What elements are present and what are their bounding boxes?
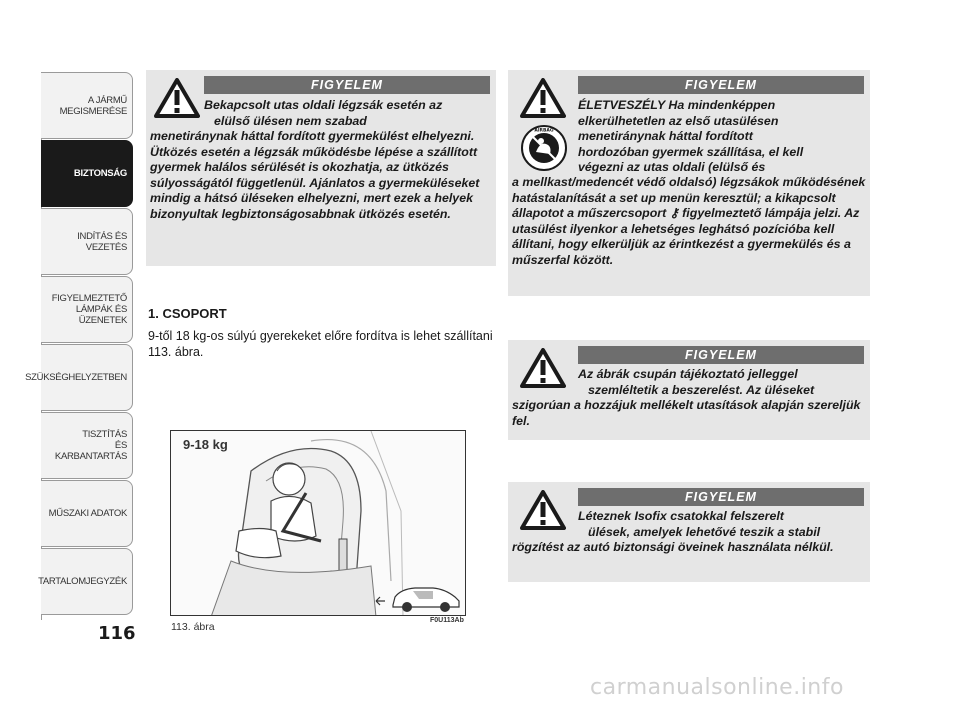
tab-emergency[interactable]: SZÜKSÉGHELYZETBEN bbox=[41, 344, 133, 411]
warning-text-body: menetiránynak háttal fordított gyermekülést elhelyezni. Ütközés esetén a légzsák működésbe lépése a szállított gyermek halálos sérülését is okozhatja, az ütközés súlyosságától függetlenül. Ajánlatos a gyermeküléseket mindig a hátsó üléseken elhelyezni, mert ezek a helyek bizonyultak legbiztonságosabbnak ütközés esetén. bbox=[150, 129, 480, 221]
warning-heading: FIGYELEM bbox=[578, 488, 864, 506]
warning-box-isofix bbox=[508, 482, 870, 582]
warning-triangle-icon bbox=[520, 490, 566, 530]
warning-heading: FIGYELEM bbox=[578, 346, 864, 364]
warning-box-airbag-front bbox=[146, 70, 496, 266]
figure-code: F0U113Ab bbox=[430, 617, 464, 624]
warning-box-life-danger bbox=[508, 70, 870, 296]
warning-triangle-icon bbox=[520, 78, 566, 118]
warning-heading: FIGYELEM bbox=[578, 76, 864, 94]
figure-child-seat bbox=[170, 430, 466, 616]
section-title: 1. CSOPORT bbox=[148, 306, 227, 321]
page-number: 116 bbox=[98, 623, 136, 644]
airbag-badge-text: AIRBAG bbox=[534, 128, 554, 134]
tab-index[interactable]: TARTALOMJEGYZÉK bbox=[41, 548, 133, 615]
airbag-child-seat-prohibited-icon bbox=[520, 124, 568, 172]
warning-box-illustrations bbox=[508, 340, 870, 440]
watermark: carmanualsonline.info bbox=[590, 675, 844, 700]
figure-weight-label: 9-18 kg bbox=[183, 437, 228, 452]
section-body: 9-től 18 kg-os súlyú gyerekeket előre fordítva is lehet szállítani 113. ábra. bbox=[148, 329, 493, 359]
tab-starting-driving[interactable]: INDÍTÁS ÉS VEZETÉS bbox=[41, 208, 133, 275]
tab-safety[interactable]: BIZTONSÁG bbox=[41, 140, 133, 207]
tab-vehicle-overview[interactable]: A JÁRMŰ MEGISMERÉSE bbox=[41, 72, 133, 139]
child-seat-illustration bbox=[171, 431, 466, 616]
tab-technical-data[interactable]: MŰSZAKI ADATOK bbox=[41, 480, 133, 547]
warning-text-body: a mellkast/medencét védő oldalsó) légzsákok működésének hatástalanítását a set up menün keresztül; a kikapcsolt állapotot a műszercsoport ⚷ figyelmeztető lámpája jelzi. Az utasülést ilyenkor a lehetséges leghátsó pozícióba kell állítani, hogy elkerüljük az érintkezést a gyermekülés és a műszerfal között. bbox=[512, 175, 866, 267]
warning-text-first: ÉLETVESZÉLY Ha mindenképpen elkerülhetetlen az első utasülésen menetiránynak háttal fordított hordozóban gyermek szállítása, el kell végezni az utas oldali (elülső és bbox=[578, 98, 804, 174]
warning-triangle-icon bbox=[520, 348, 566, 388]
warning-text-body: szigorúan a hozzájuk mellékelt utasítások alapján szereljük fel. bbox=[512, 398, 861, 428]
warning-triangle-icon bbox=[154, 78, 200, 118]
warning-text-first: Léteznek Isofix csatokkal felszerelt ülések, amelyek lehetővé teszik a stabil bbox=[578, 509, 821, 539]
warning-text-body: rögzítést az autó biztonsági öveinek használata nélkül. bbox=[512, 540, 834, 554]
warning-heading: FIGYELEM bbox=[204, 76, 490, 94]
tab-warning-lights[interactable]: FIGYELMEZTETŐ LÁMPÁK ÉS ÜZENETEK bbox=[41, 276, 133, 343]
figure-caption: 113. ábra bbox=[171, 621, 215, 633]
tab-maintenance[interactable]: TISZTÍTÁS ÉS KARBANTARTÁS bbox=[41, 412, 133, 479]
warning-text-first: Az ábrák csupán tájékoztató jelleggel szemléltetik a beszerelést. Az üléseket bbox=[578, 367, 815, 397]
warning-text-first: Bekapcsolt utas oldali légzsák esetén az elülső ülésen nem szabad bbox=[204, 98, 443, 128]
